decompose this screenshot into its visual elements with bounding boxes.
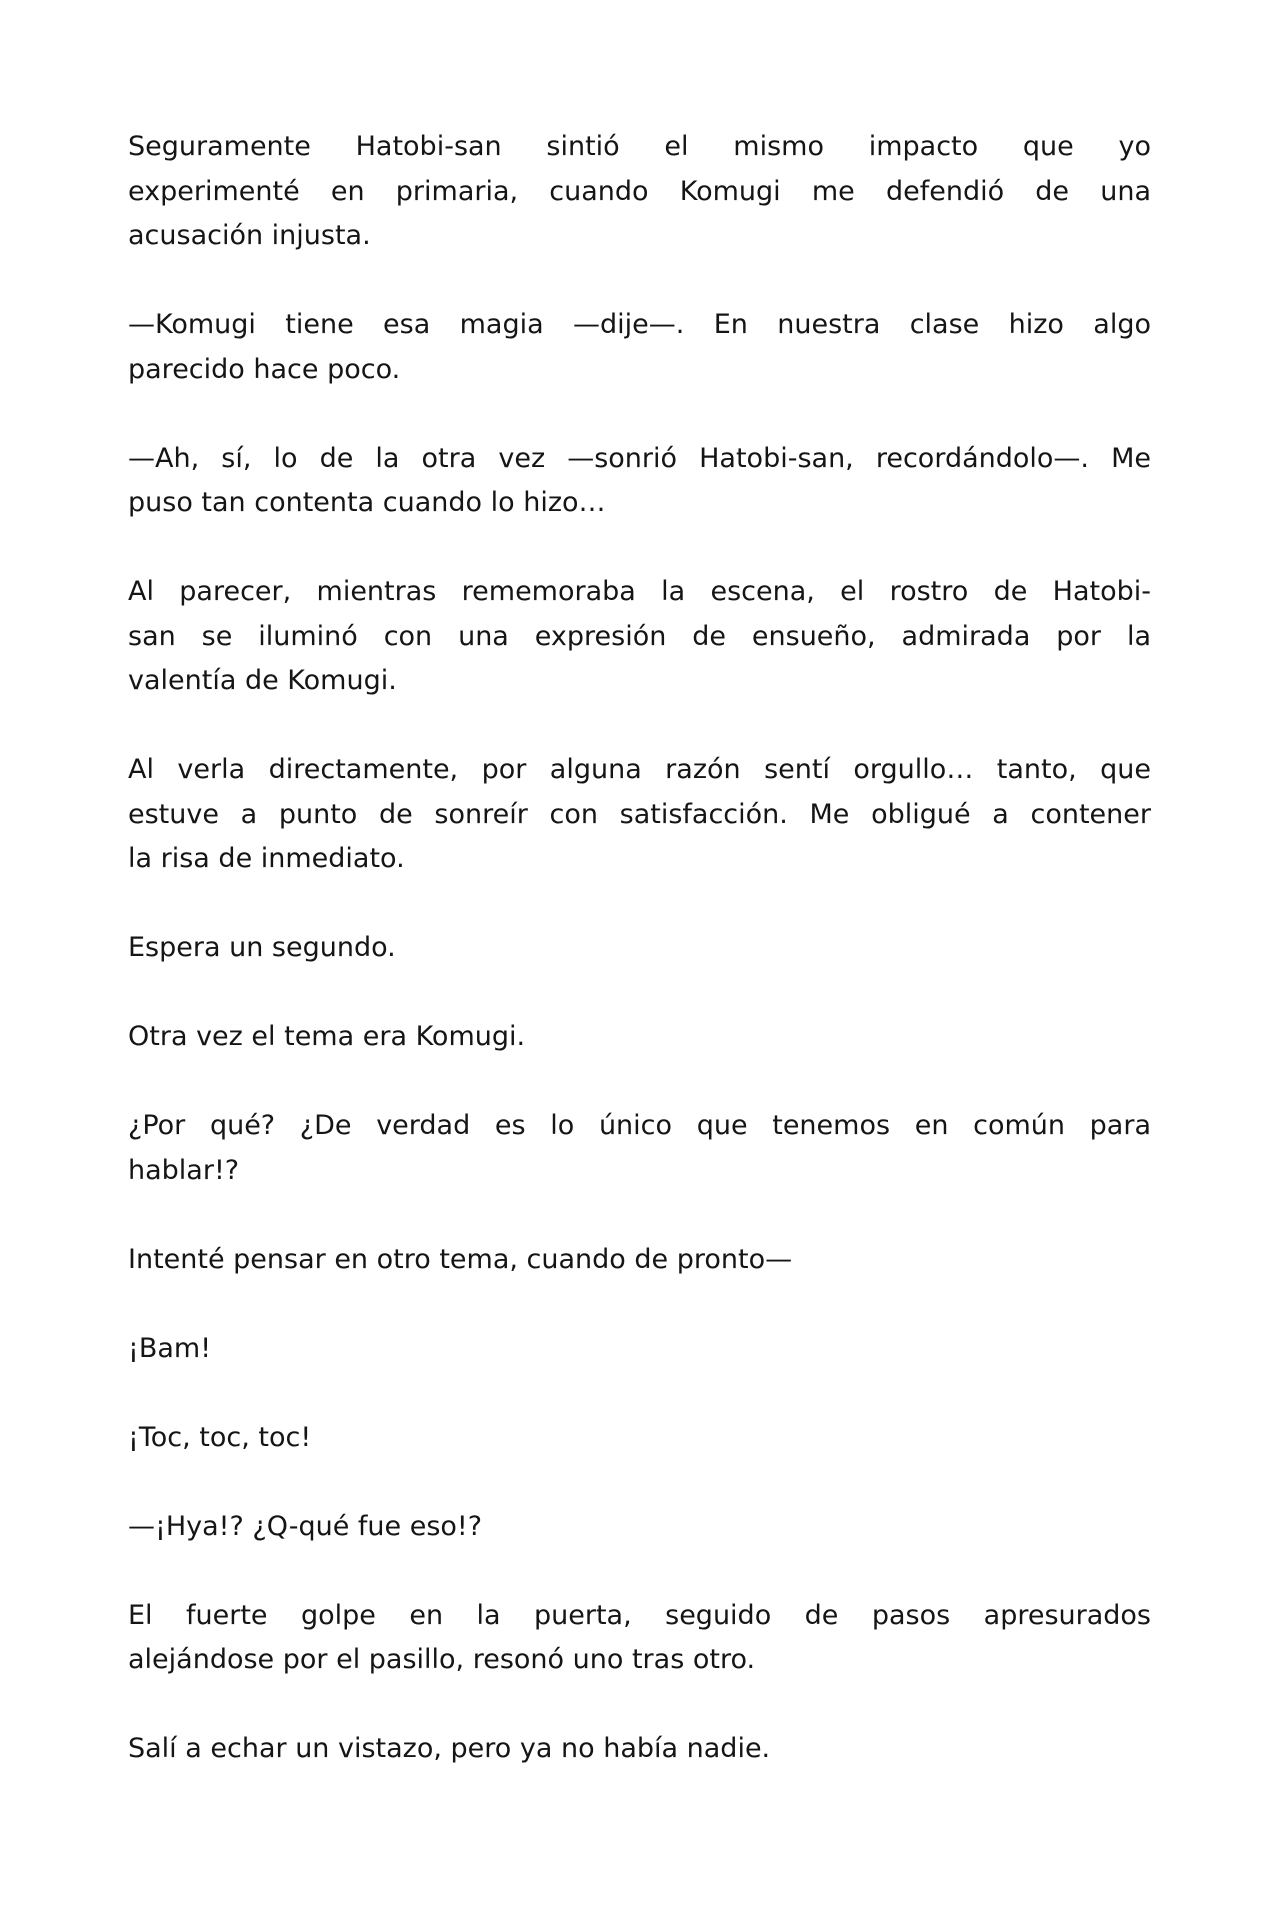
text-line: —Komugi tiene esa magia —dije—. En nuestra clase hizo algo: [128, 309, 1151, 340]
paragraph-2: [128, 303, 1151, 392]
text-line: valentía de Komugi.: [128, 665, 397, 696]
document-page: [128, 125, 1151, 1816]
text-line: puso tan contenta cuando lo hizo…: [128, 487, 606, 518]
text-line: —¡Hya!? ¿Q-qué fue eso!?: [128, 1510, 483, 1542]
text-line: Al verla directamente, por alguna razón sentí orgullo… tanto, que: [128, 754, 1151, 785]
paragraph-3: [128, 437, 1151, 526]
text-line: ¡Toc, toc, toc!: [128, 1421, 312, 1453]
text-line: Salí a echar un vistazo, pero ya no había nadie.: [128, 1733, 771, 1764]
text-line: experimenté en primaria, cuando Komugi me defendió de una: [128, 175, 1151, 207]
text-line: parecido hace poco.: [128, 353, 401, 385]
paragraph-1: [128, 125, 1151, 259]
paragraph-8: [128, 1104, 1151, 1193]
paragraph-14: [128, 1727, 1151, 1772]
text-line: la risa de inmediato.: [128, 843, 405, 874]
paragraph-9: [128, 1238, 1151, 1283]
text-line: ¿Por qué? ¿De verdad es lo único que tenemos en común para: [128, 1110, 1151, 1141]
text-line: Otra vez el tema era Komugi.: [128, 1021, 526, 1052]
paragraph-4: [128, 570, 1151, 704]
text-line: El fuerte golpe en la puerta, seguido de pasos apresurados: [128, 1599, 1151, 1631]
paragraph-12: [128, 1505, 1151, 1550]
text-line: ¡Bam!: [128, 1332, 212, 1364]
text-line: san se iluminó con una expresión de ensueño, admirada por la: [128, 620, 1151, 652]
text-line: acusación injusta.: [128, 220, 371, 251]
paragraph-7: [128, 1015, 1151, 1060]
paragraph-6: [128, 926, 1151, 971]
text-line: estuve a punto de sonreír con satisfacción. Me obligué a contener: [128, 798, 1151, 830]
text-line: hablar!?: [128, 1154, 240, 1186]
paragraph-10: [128, 1327, 1151, 1372]
text-line: Intenté pensar en otro tema, cuando de pronto—: [128, 1243, 793, 1275]
paragraph-5: [128, 748, 1151, 882]
text-line: —Ah, sí, lo de la otra vez —sonrió Hatobi-san, recordándolo—. Me: [128, 442, 1151, 474]
text-line: alejándose por el pasillo, resonó uno tras otro.: [128, 1644, 756, 1675]
text-line: Espera un segundo.: [128, 932, 396, 963]
text-line: Al parecer, mientras rememoraba la escena, el rostro de Hatobi-: [128, 576, 1151, 607]
text-line: Seguramente Hatobi-san sintió el mismo impacto que yo: [128, 131, 1151, 162]
paragraph-13: [128, 1594, 1151, 1683]
paragraph-11: [128, 1416, 1151, 1461]
